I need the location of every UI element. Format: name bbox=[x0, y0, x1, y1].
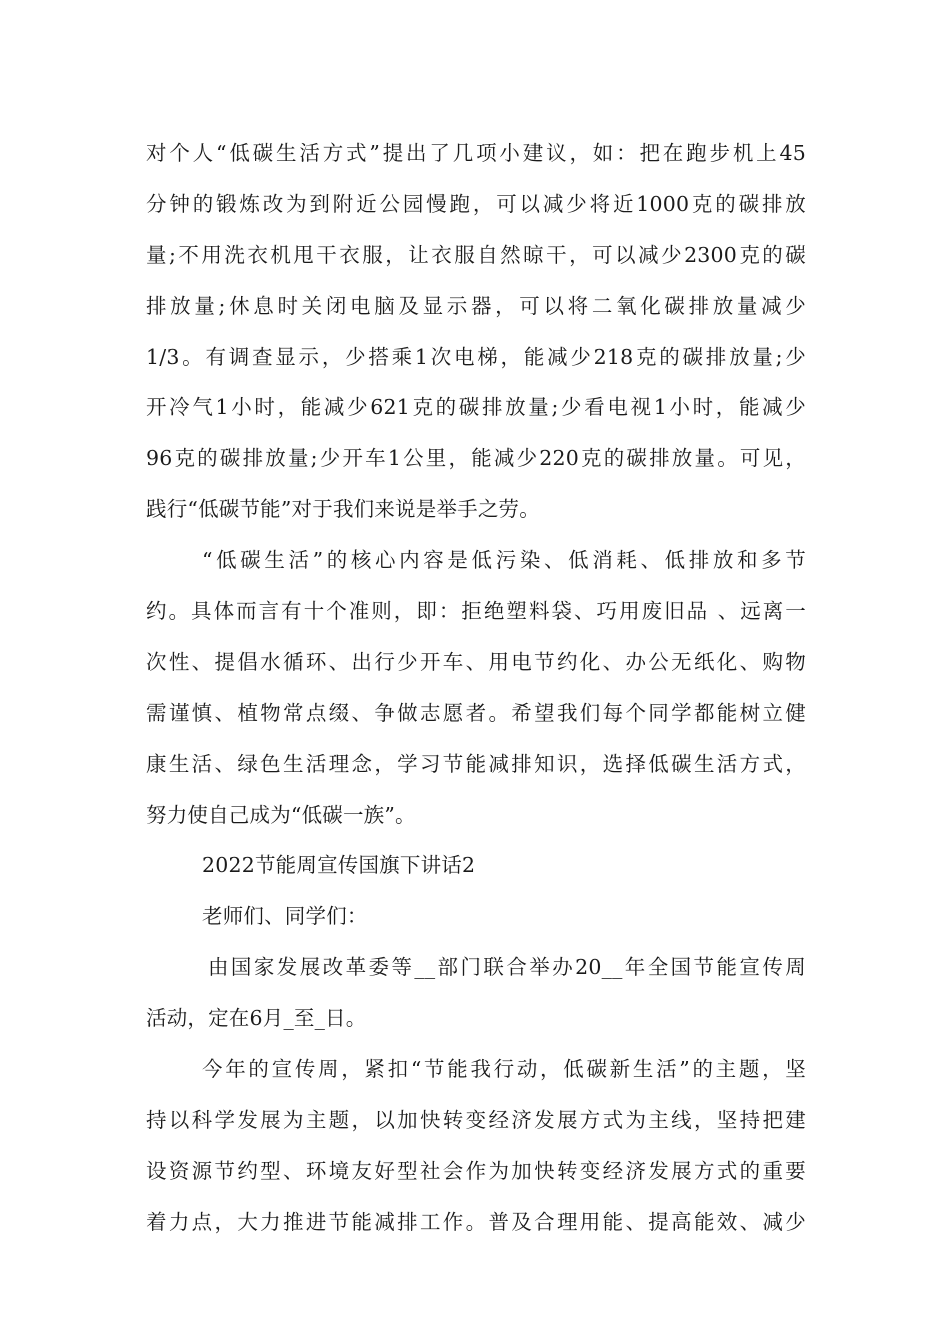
paragraph-line: 开冷气1小时，能减少621克的碳排放量;少看电视1小时，能减少 bbox=[146, 395, 806, 420]
paragraph-line: 践行“低碳节能”对于我们来说是举手之劳。 bbox=[146, 497, 540, 522]
paragraph-line: 约。具体而言有十个准则，即：拒绝塑料袋、巧用废旧品 、远离一 bbox=[146, 599, 806, 624]
paragraph-line: 需谨慎、植物常点缀、争做志愿者。希望我们每个同学都能树立健 bbox=[146, 700, 806, 725]
paragraph-line: 次性、提倡水循环、出行少开车、用电节约化、办公无纸化、购物 bbox=[146, 649, 806, 674]
paragraph-line: 今年的宣传周，紧扣“节能我行动，低碳新生活”的主题，坚 bbox=[202, 1057, 806, 1082]
paragraph-line: 着力点，大力推进节能减排工作。普及合理用能、提高能效、减少 bbox=[146, 1209, 806, 1234]
document-body bbox=[146, 128, 806, 1248]
paragraph-line: 康生活、绿色生活理念，学习节能减排知识，选择低碳生活方式， bbox=[146, 751, 806, 776]
paragraph-line: 努力使自己成为“低碳一族”。 bbox=[146, 802, 416, 827]
paragraph-line: 量;不用洗衣机甩干衣服，让衣服自然晾干，可以减少2300克的碳 bbox=[146, 242, 806, 267]
paragraph-line: 1/3。有调查显示，少搭乘1次电梯，能减少218克的碳排放量;少 bbox=[146, 344, 806, 369]
paragraph-line: 分钟的锻炼改为到附近公园慢跑，可以减少将近1000克的碳排放 bbox=[146, 191, 806, 216]
section-heading: 2022节能周宣传国旗下讲话2 bbox=[202, 853, 476, 878]
paragraph-line: “低碳生活”的核心内容是低污染、低消耗、低排放和多节 bbox=[202, 548, 806, 573]
paragraph-line: 对个人“低碳生活方式”提出了几项小建议，如：把在跑步机上45 bbox=[146, 141, 806, 165]
paragraph-line: 由国家发展改革委等__部门联合举办20__年全国节能宣传周 bbox=[208, 955, 806, 980]
paragraph-line: 活动，定在6月_至_日。 bbox=[146, 1006, 367, 1031]
paragraph-line: 设资源节约型、环境友好型社会作为加快转变经济发展方式的重要 bbox=[146, 1158, 806, 1183]
paragraph-line: 持以科学发展为主题，以加快转变经济发展方式为主线，坚持把建 bbox=[146, 1107, 806, 1132]
salutation: 老师们、同学们： bbox=[202, 904, 368, 929]
paragraph-line: 96克的碳排放量;少开车1公里，能减少220克的碳排放量。可见， bbox=[146, 446, 806, 471]
paragraph-line: 排放量;休息时关闭电脑及显示器，可以将二氧化碳排放量减少 bbox=[146, 293, 806, 318]
